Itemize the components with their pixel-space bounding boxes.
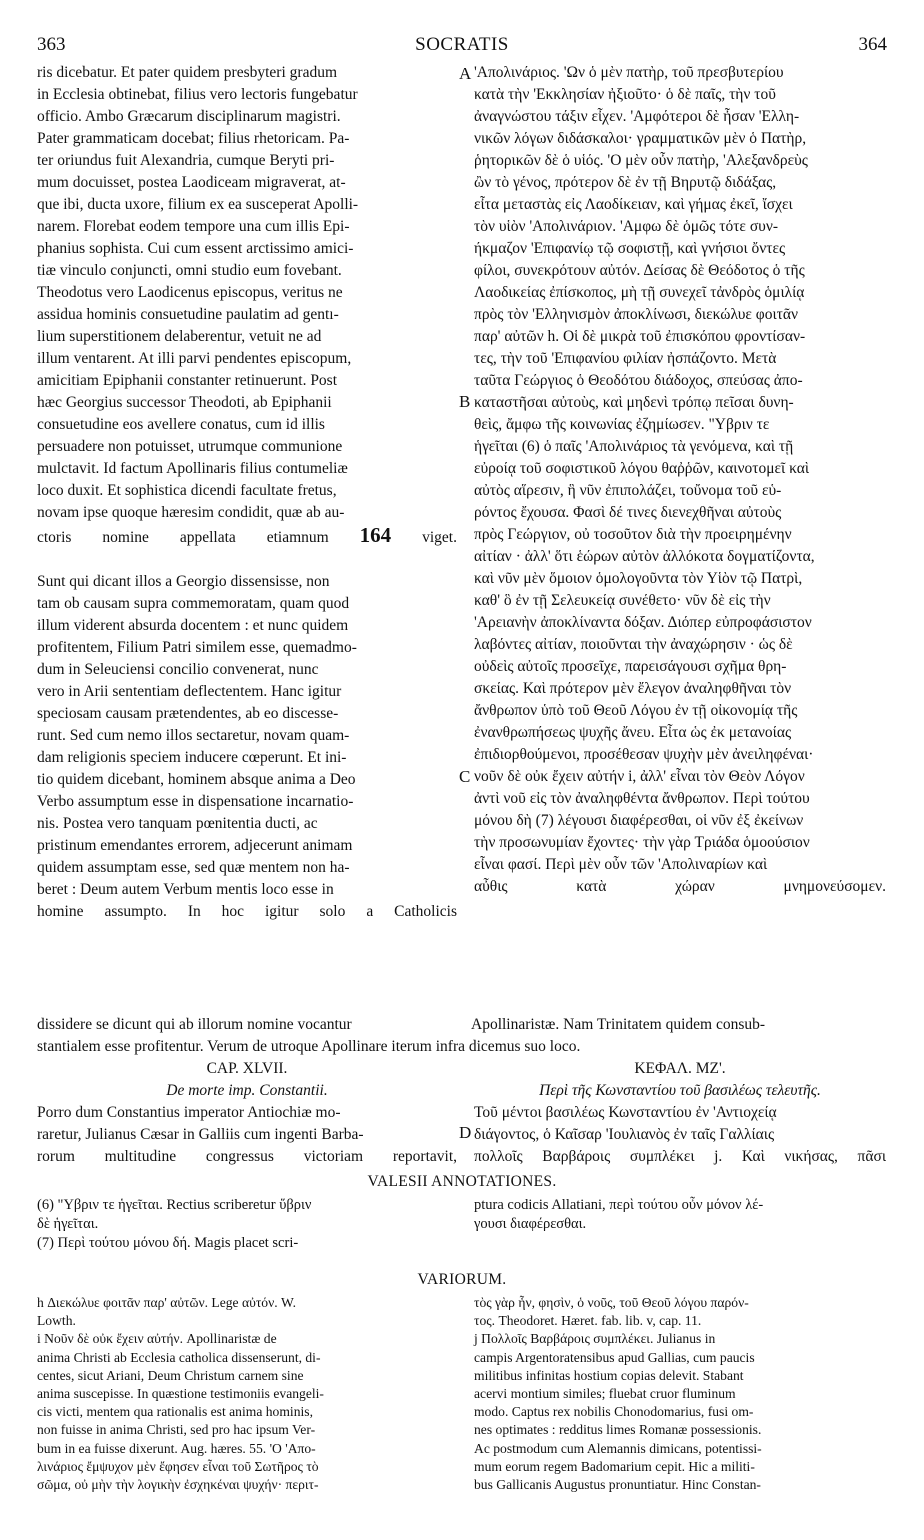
annotations-right: ptura codicis Allatiani, περὶ τούτου οὖν μόνον λέ- γουσι διαφέρεσθαι. bbox=[474, 1197, 764, 1232]
annotations-title: VALESII ANNOTATIONES. bbox=[367, 1173, 557, 1190]
closing-line-1-latin: dissidere se dicunt qui ab illorum nomine vocantur bbox=[37, 1016, 352, 1033]
chapter-number-latin: CAP. XLVII. bbox=[206, 1060, 288, 1077]
margin-letter-a: A bbox=[459, 64, 472, 83]
margin-letter-b: B bbox=[459, 392, 471, 411]
variorum-title: VARIORUM. bbox=[417, 1271, 507, 1288]
variorum-left: h Διεκώλυε φοιτᾶν παρ' αὐτῶν. Lege αὐτόν. W. Lowth. i Νοῦν δὲ οὐκ ἔχειν αὐτήν. Apollinaristæ de anima Christi ab Ecclesia catholica dissenserunt, di- centes, sicut Ariani, Deum Christum carnem sine anima suscepisse. In quæstione testimoniis evangeli- cis victi, mentem qua rationalis est anima hominis, non fuisse in anima Christi, sed pro hac ipsum Ver- bum in ea fuisse dixerunt. Aug. hæres. 55. 'Ο 'Απο- λινάριος ἔμψυχον μὲν ἔφησεν εἶναι τοῦ Σωτῆρος τὸ σῶμα, οὐ μὴν τὴν λογικὴν ἐσχηκέναι ψυχήν· περιτ- bbox=[37, 1295, 324, 1493]
edition-page-number: 164 bbox=[359, 523, 392, 547]
annotations-left: (6) "Υβριν τε ἡγεῖται. Rectius scriberetur ὕβριν δὲ ἡγεῖται. (7) Περὶ τούτου μόνου δή. Magis placet scri- bbox=[37, 1197, 312, 1251]
chapter-number-greek: ΚΕΦΑΛ. ΜΖ'. bbox=[634, 1060, 726, 1077]
page-number-left: 363 bbox=[37, 34, 66, 55]
greek-column bbox=[474, 62, 886, 920]
margin-letter-d: D bbox=[459, 1123, 472, 1142]
page-number-right: 364 bbox=[858, 34, 887, 55]
running-title: SOCRATIS bbox=[415, 34, 509, 55]
chapter-title-latin: De morte imp. Constantii. bbox=[166, 1082, 328, 1099]
closing-line-1-continued: Apollinaristæ. Nam Trinitatem quidem consub- bbox=[471, 1016, 766, 1033]
closing-line-2: stantialem esse profitentur. Verum de utroque Apollinare iterum infra dicemus suo loco. bbox=[37, 1038, 581, 1055]
latin-text-part-2: Sunt qui dicant illos a Georgio dissensisse, non tam ob causam supra commemoratam, quam quod illum viderent absurda docentem : et nunc quidem profitentem, Filium Patri similem esse, quemadmo- dum in Seleuciensi concilio convenerat, nunc vero in Arii sententiam deflectentem. Hanc igitur speciosam causam prætendentes, ab eo discesse- runt. Sed cum nemo illos sectaretur, novam quam- dam religionis speciem inducere cœperunt. Et ini- tio quidem dicebant, hominem absque anima a Deo Verbo assumptum esse in dispensatione incarnatio- nis. Postea vero tanquam pœnitentia ducti, ac pristinum emendantes errorem, adjecerunt animam quidem assumptam esse, sed quæ mentem non ha- beret : Deum autem Verbum mentis loco esse in homine assumpto. In hoc igitur solo a Catholicis bbox=[37, 573, 457, 920]
chapter-heading-latin bbox=[37, 1058, 457, 1102]
margin-letter-c: C bbox=[459, 767, 471, 786]
chapter-text-greek-body: Τοῦ μέντοι βασιλέως Κωνσταντίου ἐν 'Αντιοχείᾳ διάγοντος, ὁ Καῖσαρ 'Ιουλιανὸς ἐν ταῖς Γαλλίαις πολλοῖς Βαρβάροις συμπλέκει j. Καὶ νικήσας, πᾶσι bbox=[474, 1104, 886, 1165]
greek-text: 'Απολινάριος. 'Ων ὁ μὲν πατὴρ, τοῦ πρεσβυτερίου κατὰ τὴν 'Εκκλησίαν ἠξιοῦτο· ὁ δὲ παῖς, τὴν τοῦ ἀναγνώστου τάξιν εἶχεν. 'Αμφότεροι δὲ ἦσαν 'Ελλη- νικῶν λόγων διδάσκαλοι· γραμματικῶν μὲν ὁ Πατὴρ, ῥητορικῶν δὲ ὁ υἱός. 'Ο μὲν οὖν πατὴρ, 'Αλεξανδρεὺς ὢν τὸ γένος, πρότερον δὲ ἐν τῇ Βηρυτῷ διδάξας, εἶτα μεταστὰς εἰς Λαοδίκειαν, καὶ γήμας ἐκεῖ, ἴσχει τὸν υἱὸν 'Απολινάριον. 'Αμφω δὲ ὁμῶς τότε συν- ήκμαζον 'Επιφανίῳ τῷ σοφιστῇ, καὶ γνήσιοι ὄντες φίλοι, συνεκρότουν αὐτόν. Δείσας δὲ Θεόδοτος ὁ τῆς Λαοδικείας ἐπίσκοπος, μὴ τῇ συνεχεῖ τἀνδρὸς ὁμιλίᾳ πρὸς τὸν 'Ελληνισμὸν ἀποκλίνωσι, διεκώλυε φοιτᾶν παρ' αὐτῶν h. Οἱ δὲ μικρὰ τοῦ ἐπισκόπου φροντίσαν- τες, τὴν τοῦ 'Επιφανίου φιλίαν ἠσπάζοντο. Μετὰ ταῦτα Γεώργιος ὁ Θεοδότου διάδοχος, σπεύσας ἀπο- καταστῆσαι αὐτοὺς, καὶ μηδενὶ τρόπῳ πεῖσαι δυνη- θεὶς, ἄμφω τῆς κοινωνίας ἐζημίωσεν. "Υβριν τε ἡγεῖται (6) ὁ παῖς 'Απολινάριος τὰ γενόμενα, καὶ τῇ εὐροίᾳ τοῦ σοφιστικοῦ λόγου θαῤῥῶν, καινοτομεῖ καὶ αὐτὸς αἵρεσιν, ἣ νῦν ἐπιπολάζει, τοὔνομα τοῦ εὑ- ρόντος ἔχουσα. Φασὶ δέ τινες διενεχθῆναι αὐτοὺς πρὸς Γεώργιον, οὐ τοσοῦτον διὰ τὴν προειρημένην αἰτίαν · ἀλλ' ὅτι ἑώρων αὐτὸν ἀλλόκοτα δογματίζοντα, καὶ νῦν μὲν ὅμοιον ὁμολογοῦντα τὸν Υἱὸν τῷ Πατρὶ, καθ' ὃ ἐν τῇ Σελευκείᾳ συνέθετο· νῦν δὲ εἰς τὴν 'Αρειανὴν ἀποκλίναντα δόξαν. Διόπερ εὐπροφάσιστον λαβόντες αἰτίαν, ποιοῦνται τὴν ἀναχώρησιν · ὡς δὲ οὐδεὶς αὐτοῖς προσεῖχε, παρεισάγουσι σχῆμα θρη- σκείας. Καὶ πρότερον μὲν ἔλεγον ἀναληφθῆναι τὸν ἄνθρωπον ὑπὸ τοῦ Θεοῦ Λόγου ἐν τῇ οἰκονομίᾳ τῆς ἐνανθρωπήσεως ψυχῆς ἄνευ. Εἶτα ὡς ἐκ μετανοίας ἐπιδιορθούμενοι, προσέθεσαν ψυχὴν μὲν ἀνειληφέναι· νοῦν δὲ οὐκ ἔχειν αὐτήν i, ἀλλ' εἶναι τὸν Θεὸν Λόγον ἀντὶ νοῦ εἰς τὸν ἀναληφθέντα ἄνθρωπον. Περὶ τούτου μόνου δὴ (7) λέγουσι διαφέρεσθαι, οἱ νῦν ἐξ ἐκείνων τὴν προσωνυμίαν ἔχοντες· τὴν γὰρ Τριάδα ὁμοούσιον εἶναι φασί. Περὶ μὲν οὖν τῶν 'Απολιναρίων καὶ αὖθις κατὰ χώραν μνημονεύσομεν. bbox=[474, 64, 886, 895]
chapter-text-latin-body: Porro dum Constantius imperator Antiochiæ mo- raretur, Julianus Cæsar in Galliis cum ingenti Barba- rorum multitudine congressus victoriam reportavit, bbox=[37, 1104, 457, 1165]
chapter-title-greek: Περὶ τῆς Κωνσταντίου τοῦ βασιλέως τελευτῆς. bbox=[539, 1082, 821, 1099]
latin-column bbox=[37, 62, 457, 945]
latin-text-after-number: viget. bbox=[391, 529, 457, 546]
chapter-heading-greek bbox=[474, 1058, 886, 1102]
latin-text-part-1: ris dicebatur. Et pater quidem presbyteri gradum in Ecclesia obtinebat, filius vero lectoris fungebatur officio. Ambo Græcarum disciplinarum magistri. Pater grammaticam docebat; filius rhetoricam. Pa- ter oriundus fuit Alexandria, cumque Beryti pri- mum docuisset, postea Laodiceam migraverat, at- que ibi, ducta uxore, filium ex ea susceperat Apolli- narem. Florebat eodem tempore una cum illis Epi- phanius sophista. Cui cum essent arctissimo amici- tiæ vinculo conjuncti, omni studio eum fovebant. Theodotus vero Laodicenus episcopus, veritus ne assidua hominis consuetudine paulatim ad gentı- lium superstitionem delaberentur, vetuit ne ad illum ventarent. At illi parvi pendentes episcopum, amicitiam Epiphanii constanter retinuerunt. Post hæc Georgius successor Theodoti, ab Epiphanii consuetudine eos avellere conatus, cum id illis persuadere non potuisset, utrumque communione mulctavit. Id factum Apollinaris filius contumeliæ loco duxit. Et sophistica dicendi facultate fretus, novam ipse quoque hæresim condidit, quæ ab au- ctoris nomine appellata etiamnum bbox=[37, 64, 359, 546]
variorum-right: τὸς γὰρ ἦν, φησὶν, ὁ νοῦς, τοῦ Θεοῦ λόγου παρόν- τος. Theodoret. Hæret. fab. lib. v, cap. 11. j Πολλοῖς Βαρβάροις συμπλέκει. Julianus in campis Argentoratensibus apud Gallias, cum paucis militibus infinitas hostium copias delevit. Stabant acervi montium similes; fluebat cruor fluminum modo. Captus rex nobilis Chonodomarius, fusi om- nes optimates : redditus limes Romanæ possessionis. Ac postmodum cum Alemannis dimicans, potentissi- mum eorum regem Badomarium cepit. Hic a militi- bus Gallicanis Augustus pronuntiatur. Hinc Constan- bbox=[474, 1295, 762, 1493]
closing-line-1 bbox=[37, 1014, 886, 1036]
